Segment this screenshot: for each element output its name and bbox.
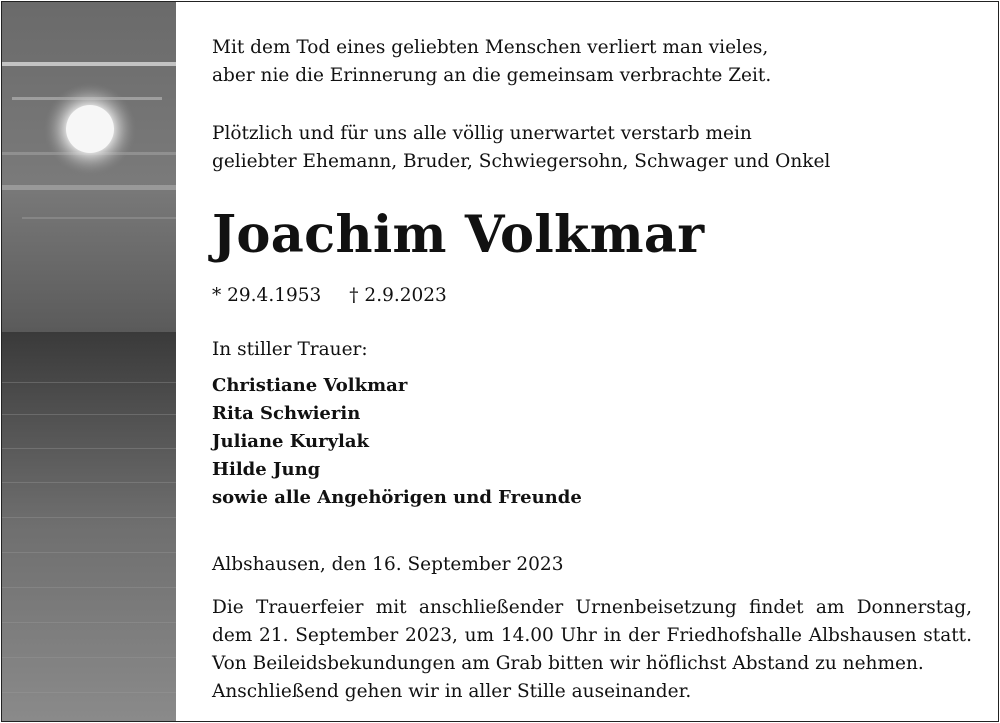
intro-quote [212,34,982,90]
intro-line: aber nie die Erinnerung an die gemeinsam verbrachte Zeit. [212,65,772,86]
mourner-name: sowie alle Angehörigen und Freunde [212,487,582,508]
announcement-line: geliebter Ehemann, Bruder, Schwiegersohn, Schwager und Onkel [212,151,831,172]
deceased-name: Joachim Volkmar [212,205,705,265]
funeral-info [212,594,972,706]
mourner-name: Christiane Volkmar [212,375,408,396]
sunset-sea-photo [2,2,176,721]
mourning-label: In stiller Trauer: [212,339,368,360]
funeral-info-line: Von Beileidsbekundungen am Grab bitten wir höflichst Abstand zu nehmen. [212,653,924,674]
life-dates [212,282,447,310]
intro-line: Mit dem Tod eines geliebten Menschen verliert man vieles, [212,37,769,58]
death-announcement [212,120,982,176]
place-date: Albshausen, den 16. September 2023 [212,554,564,575]
mourner-name: Rita Schwierin [212,403,361,424]
death-date: † 2.9.2023 [349,285,447,306]
obituary-notice [1,1,999,722]
mourners-list [212,372,582,512]
mourner-name: Hilde Jung [212,459,321,480]
funeral-info-line: Anschließend gehen wir in aller Stille auseinander. [212,681,692,702]
announcement-line: Plötzlich und für uns alle völlig unerwartet verstarb mein [212,123,752,144]
birth-date: * 29.4.1953 [212,285,322,306]
funeral-info-line: Die Trauerfeier mit anschließender Urnenbeisetzung findet am Donnerstag, [212,597,972,618]
funeral-info-line: dem 21. September 2023, um 14.00 Uhr in der Friedhofshalle Albshausen statt. [212,625,972,646]
mourner-name: Juliane Kurylak [212,431,369,452]
